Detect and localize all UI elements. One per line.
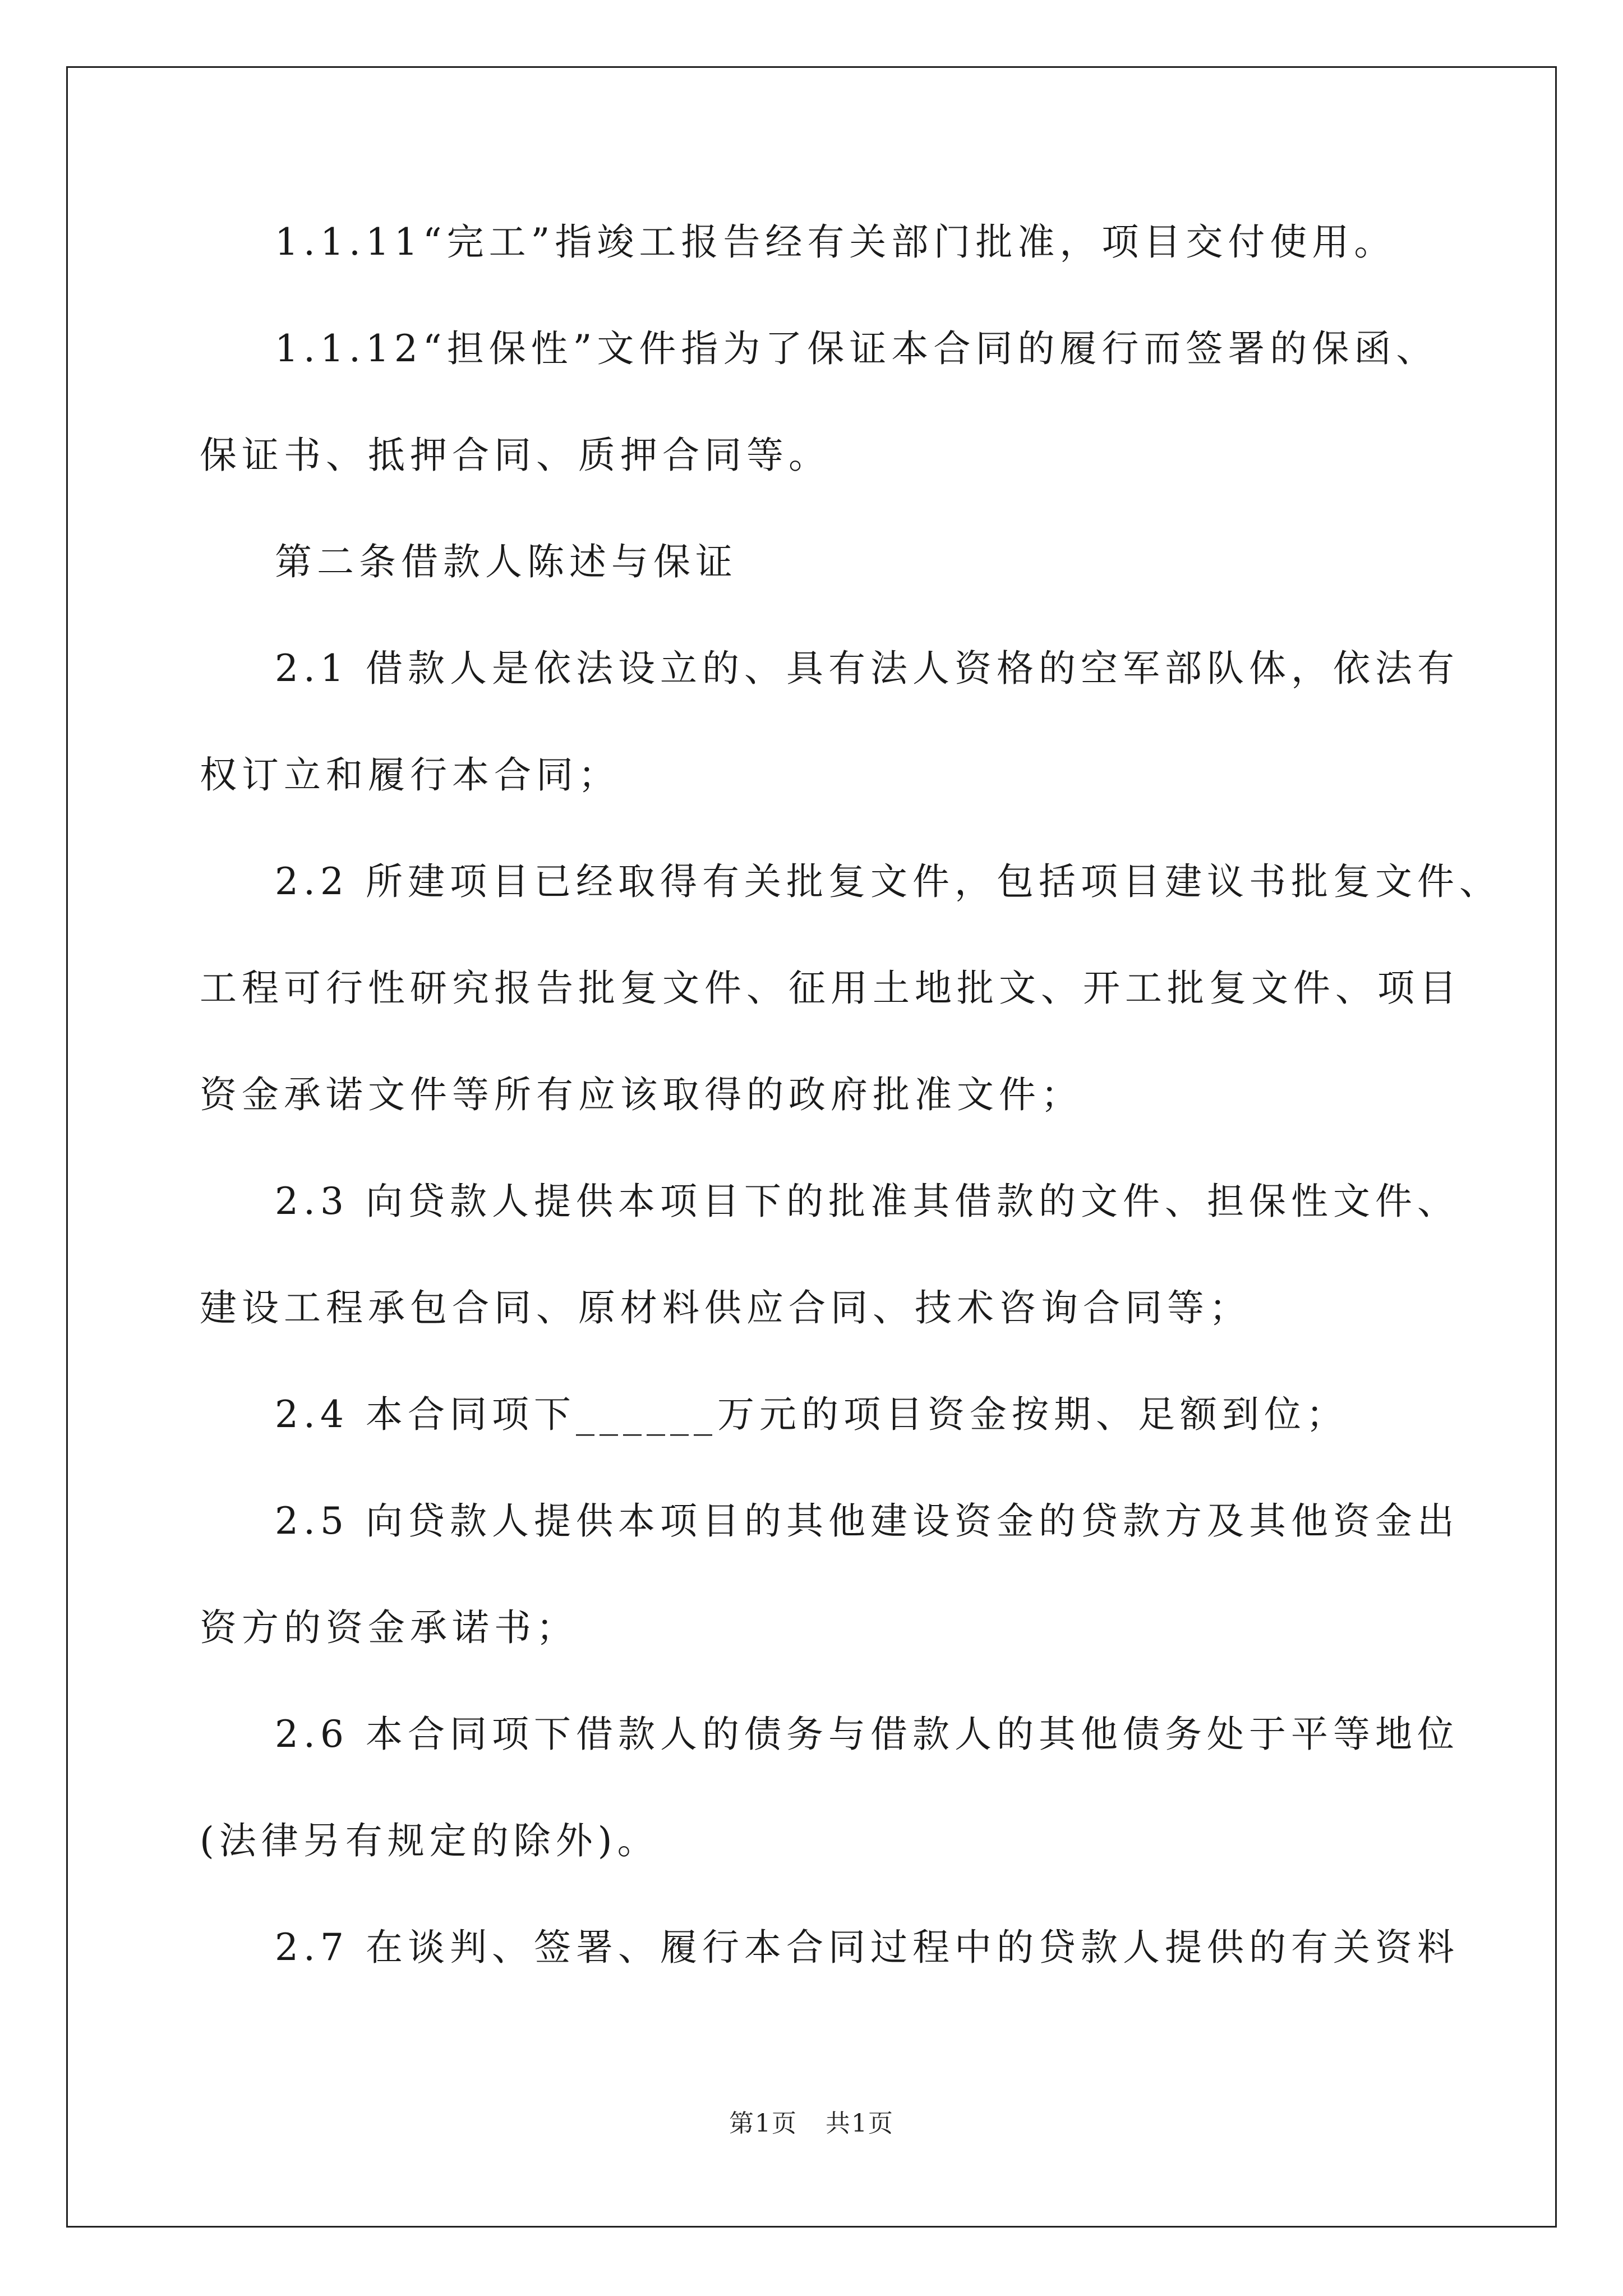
paragraph-2-line-1: 1.1.12“担保性”文件指为了保证本合同的履行而签署的保函、 <box>275 327 1438 370</box>
paragraph-2-1-line-2: 权订立和履行本合同； <box>200 753 620 797</box>
paragraph-2-6-line-2: (法律另有规定的除外)。 <box>200 1819 660 1862</box>
section-heading: 第二条借款人陈述与保证 <box>275 540 737 583</box>
paragraph-1-line-1: 1.1.11“完工”指竣工报告经有关部门批准，项目交付使用。 <box>275 220 1396 264</box>
paragraph-2-1-line-1: 2.1 借款人是依法设立的、具有法人资格的空军部队体，依法有 <box>275 647 1459 690</box>
paragraph-2-line-2: 保证书、抵押合同、质押合同等。 <box>200 434 831 477</box>
paragraph-2-2-line-2: 工程可行性研究报告批复文件、征用土地批文、开工批复文件、项目 <box>200 967 1461 1010</box>
paragraph-2-2-line-1: 2.2 所建项目已经取得有关批复文件，包括项目建议书批复文件、 <box>275 860 1501 903</box>
page-total: 共1页 <box>826 2109 894 2138</box>
paragraph-2-4-line-1: 2.4 本合同项下______万元的项目资金按期、足额到位； <box>275 1393 1348 1436</box>
paragraph-2-6-line-1: 2.6 本合同项下借款人的债务与借款人的其他债务处于平等地位 <box>275 1713 1459 1756</box>
paragraph-2-7-line-1: 2.7 在谈判、签署、履行本合同过程中的贷款人提供的有关资料 <box>275 1926 1459 1969</box>
paragraph-2-3-line-1: 2.3 向贷款人提供本项目下的批准其借款的文件、担保性文件、 <box>275 1180 1459 1223</box>
paragraph-2-5-line-1: 2.5 向贷款人提供本项目的其他建设资金的贷款方及其他资金出 <box>275 1499 1459 1543</box>
page-footer <box>0 2108 1623 2139</box>
paragraph-2-3-line-2: 建设工程承包合同、原材料供应合同、技术咨询合同等； <box>200 1286 1251 1329</box>
paragraph-2-5-line-2: 资方的资金承诺书； <box>200 1606 578 1649</box>
paragraph-2-2-line-3: 资金承诺文件等所有应该取得的政府批准文件； <box>200 1073 1083 1116</box>
page-number: 第1页 <box>729 2109 797 2138</box>
page-border <box>66 66 1557 2228</box>
